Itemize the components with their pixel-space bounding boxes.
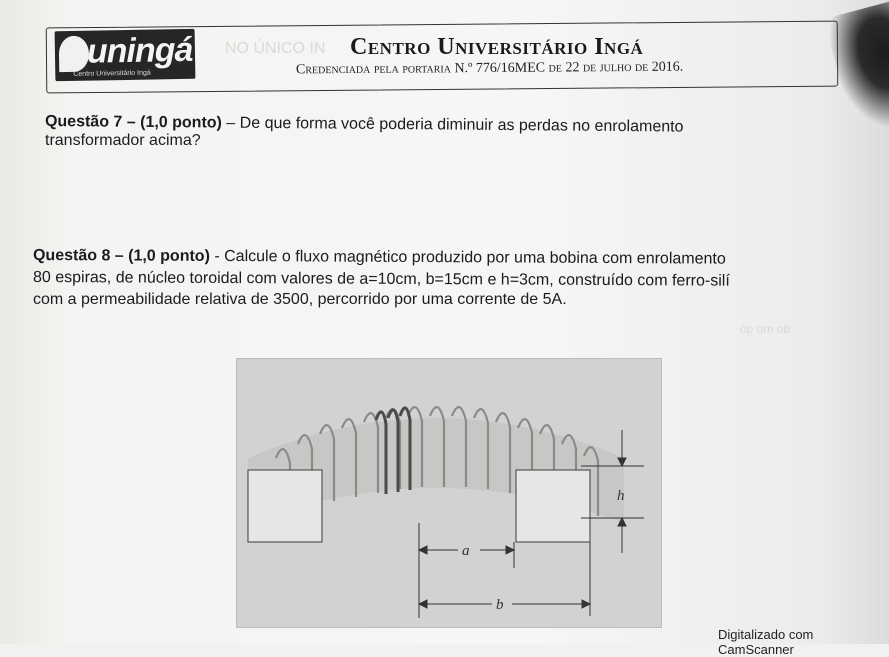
- question-8-line-1: [33, 246, 726, 270]
- label-h: h: [617, 488, 625, 504]
- question-8-text-2: 80 espiras, de núcleo toroidal com valores de a=10cm, b=15cm e h=3cm, construído com ferro-silí: [32, 269, 730, 290]
- question-7-text-1: – De que forma você poderia diminuir as perdas no enrolamento: [221, 114, 684, 136]
- question-7-text-2: transformador acima?: [45, 132, 201, 149]
- label-b: b: [496, 597, 504, 613]
- bleed-through-text: NO ÚNICO IN: [225, 40, 326, 57]
- institution-subtitle: Credenciada pela portaria N.º 776/16MEC de 22 de julho de 2016.: [295, 59, 684, 78]
- camscanner-watermark: Digitalizado com CamScanner: [718, 627, 814, 657]
- logo-text: uningá: [86, 30, 193, 71]
- dimension-b: [419, 542, 590, 616]
- core-cross-section-left: [248, 470, 322, 542]
- label-a: a: [462, 543, 470, 559]
- toroid-figure: [236, 358, 662, 628]
- question-8-text-3: com a permeabilidade relativa de 3500, percorrido por uma corrente de 5A.: [33, 291, 567, 308]
- core-cross-section-right: [516, 470, 590, 542]
- bleed-through-text-2: ôp om ob: [740, 322, 791, 336]
- uninga-logo: [55, 29, 196, 81]
- question-7-label: Questão 7 – (1,0 ponto): [44, 113, 222, 132]
- institution-title: Centro Universitário Ingá: [350, 34, 644, 60]
- logo-drop-icon: [59, 36, 90, 73]
- toroid-diagram: [236, 358, 662, 628]
- question-8-text-1: - Calcule o fluxo magnético produzido por uma bobina com enrolamento: [209, 247, 726, 268]
- question-8-label: Questão 8 – (1,0 ponto): [32, 247, 210, 265]
- logo-subtext: Centro Universitário Ingá: [73, 69, 151, 78]
